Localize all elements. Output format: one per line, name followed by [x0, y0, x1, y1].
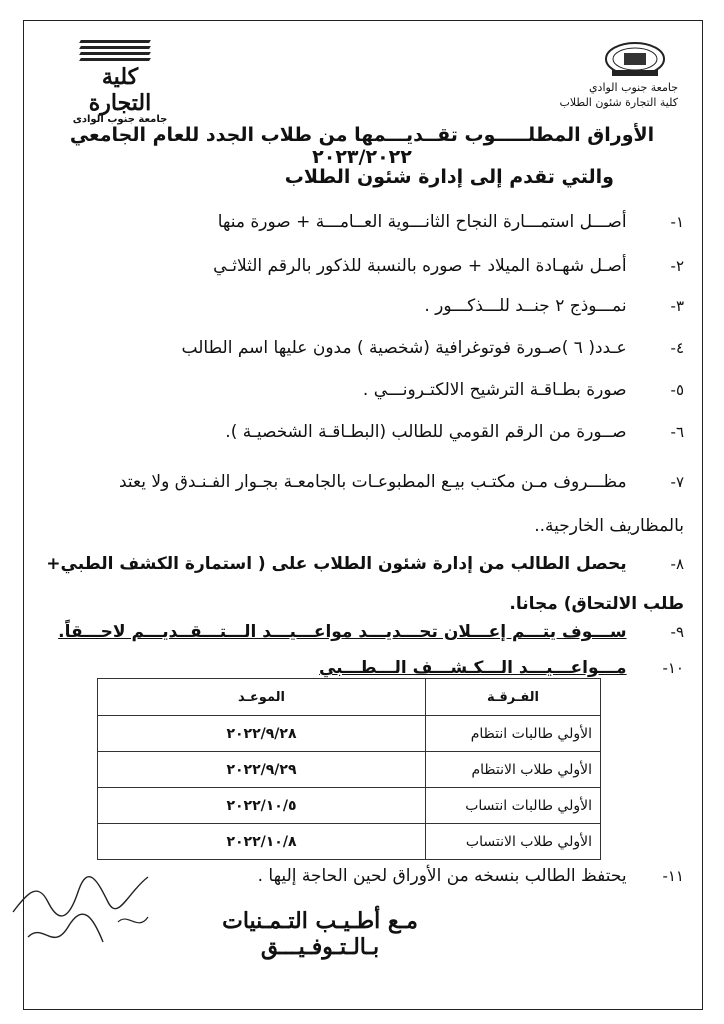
item-number: ٩-	[670, 623, 684, 641]
column-header-group: الفـرقـة	[426, 679, 601, 716]
item-text: يحصل الطالب من إدارة شئون الطلاب على ( استمارة الكشف الطبي+	[46, 554, 627, 574]
header-department: كلية التجارة شئون الطلاب	[559, 96, 678, 109]
cell-group: الأولي طلاب الانتساب	[426, 824, 601, 860]
cell-date: ٢٠٢٢/٩/٢٨	[98, 716, 426, 752]
header-university: جامعة جنوب الوادي	[588, 81, 678, 94]
item-text: ســـوف يتـــم إعـــلان تحـــديـــد مواعـــيـــد الـــتـــقــديـــم لاحـــقاً.	[58, 622, 627, 642]
item-number: ٨-	[670, 555, 684, 573]
item-text: عـدد( ٦ )صـورة فوتوغرافية (شخصية ) مدون عليها اسم الطالب	[181, 338, 627, 358]
item-text: صــورة من الرقم القومي للطالب (البطـاقـة الشخصيـة ).	[225, 422, 627, 442]
column-header-date: الموعـد	[98, 679, 426, 716]
cell-group: الأولي طالبات انتظام	[426, 716, 601, 752]
table-row	[98, 788, 601, 824]
item-number: ٥-	[670, 381, 684, 399]
header-institution	[560, 80, 679, 110]
table-row	[98, 752, 601, 788]
list-item	[40, 336, 684, 360]
item-text: صورة بطـاقـة الترشيح الالكتـرونـــي .	[362, 380, 627, 400]
item-text: نمـــوذج ٢ جنــد للـــذكـــور .	[424, 296, 627, 316]
cell-date: ٢٠٢٢/٩/٢٩	[98, 752, 426, 788]
cell-date: ٢٠٢٢/١٠/٥	[98, 788, 426, 824]
table-row	[98, 716, 601, 752]
page-title: الأوراق المطلـــــوب تقــديـــمها من طلاب الجدد للعام الجامعي ٢٠٢٣/٢٠٢٢	[69, 124, 655, 168]
list-item	[40, 656, 684, 680]
item-text: مظـــروف مـن مكتـب بيـع المطبوعـات بالجامعـة بجـوار الفـنـدق ولا يعتد	[119, 472, 627, 492]
item-number: ٤-	[670, 339, 684, 357]
item-number: ١٠-	[662, 659, 684, 677]
item-continuation: بالمظاريف الخارجية..	[534, 516, 684, 536]
item-number: ٧-	[670, 473, 684, 491]
item-number: ٢-	[670, 257, 684, 275]
item-number: ٣-	[670, 297, 684, 315]
item-continuation: طلب الالتحاق) مجانا.	[509, 594, 684, 614]
item-text: مـــواعـــيـــد الـــكـشـــف الـــطـــبي	[318, 658, 627, 678]
table-row	[98, 824, 601, 860]
table-header-row	[98, 679, 601, 716]
item-text: أصـل شهـادة الميلاد + صوره بالنسبة للذكور بالرقم الثلاثـي	[213, 256, 627, 276]
page-subtitle: والتي تقدم إلى إدارة شئون الطلاب	[284, 166, 614, 188]
handwritten-signature	[8, 862, 158, 962]
university-seal-icon	[604, 40, 666, 78]
college-logo	[70, 36, 170, 125]
list-item	[40, 210, 684, 234]
logo-university-name: جامعة جنوب الوادى	[72, 114, 168, 125]
list-item	[40, 544, 684, 624]
list-item	[40, 378, 684, 402]
item-number: ١-	[670, 213, 684, 231]
list-item	[40, 294, 684, 318]
closing-greeting: مـع أطـيـب التـمـنيات بـالـتـوفـيـــق	[222, 908, 418, 960]
list-item	[40, 254, 684, 278]
cell-group: الأولي طلاب الانتظام	[426, 752, 601, 788]
cell-group: الأولي طالبات انتساب	[426, 788, 601, 824]
item-text: أصـــل استمـــارة النجاح الثانـــوية العــامـــة + صورة منها	[217, 212, 627, 232]
medical-exam-schedule-table	[97, 678, 601, 860]
list-item	[40, 420, 684, 444]
item-text: يحتفظ الطالب بنسخه من الأوراق لحين الحاجة إليها .	[257, 866, 627, 886]
item-number: ١١-	[662, 867, 684, 885]
item-number: ٦-	[670, 423, 684, 441]
cell-date: ٢٠٢٢/١٠/٨	[98, 824, 426, 860]
logo-college-name: كلية التجارة	[88, 64, 152, 116]
list-item	[40, 460, 684, 548]
list-item	[40, 620, 684, 644]
